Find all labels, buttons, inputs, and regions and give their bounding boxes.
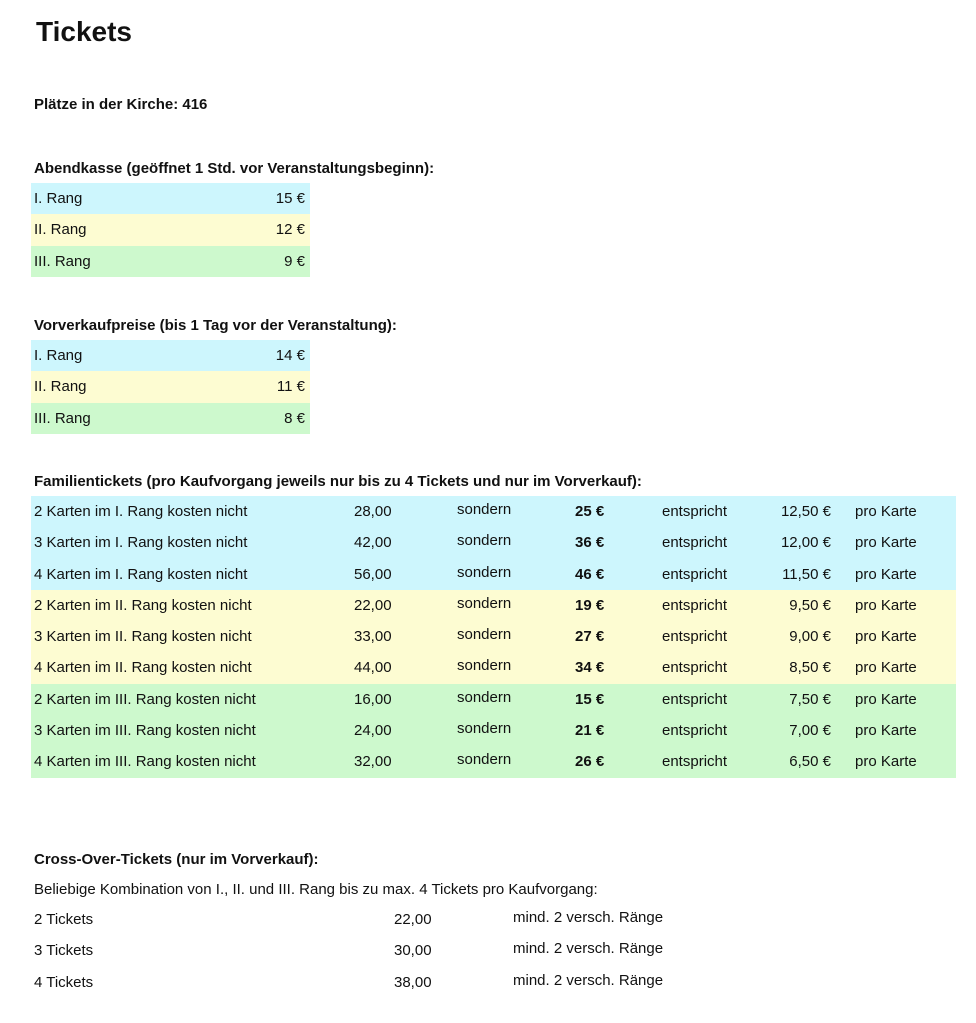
crossover-price: 38,00	[394, 973, 432, 991]
per-card-label: pro Karte	[855, 753, 917, 771]
table-row	[31, 684, 956, 715]
rang-label: III. Rang	[34, 252, 91, 270]
abendkasse-row-rang-3	[31, 246, 310, 277]
familie-table	[31, 496, 956, 778]
price: 11 €	[276, 378, 305, 396]
family-price: 21 €	[575, 722, 605, 740]
price-per-card: 6,50 €	[789, 753, 831, 771]
entspricht-label: entspricht	[662, 753, 728, 771]
rang-label: I. Rang	[34, 190, 83, 207]
table-row	[31, 496, 956, 527]
crossover-price: 30,00	[394, 942, 432, 960]
family-price: 25 €	[575, 503, 605, 520]
family-price: 26 €	[575, 753, 605, 771]
family-price: 15 €	[575, 690, 605, 708]
sondern-label: sondern	[457, 532, 512, 550]
condition: mind. 2 versch. Ränge	[513, 971, 664, 989]
abendkasse-row-rang-2	[31, 214, 310, 245]
vorverkauf-row-rang-2	[31, 371, 310, 402]
abendkasse-row-rang-1	[31, 183, 310, 214]
family-price: 19 €	[575, 596, 605, 614]
entspricht-label: entspricht	[662, 534, 728, 552]
ticket-count: 4 Tickets	[34, 973, 94, 991]
crossover-heading: Cross-Over-Tickets (nur im Vorverkauf):	[34, 851, 319, 868]
entspricht-label: entspricht	[662, 690, 728, 708]
price: 8 €	[284, 409, 305, 427]
ticket-description: 3 Karten im I. Rang kosten nicht	[34, 534, 248, 552]
price-per-card: 7,00 €	[789, 722, 831, 740]
ticket-description: 3 Karten im III. Rang kosten nicht	[34, 722, 256, 740]
ticket-description: 4 Karten im III. Rang kosten nicht	[34, 753, 256, 771]
per-card-label: pro Karte	[855, 659, 917, 677]
table-row	[31, 527, 956, 558]
list-item	[31, 935, 731, 966]
price: 15 €	[275, 190, 305, 207]
entspricht-label: entspricht	[662, 565, 728, 583]
price-per-card: 9,50 €	[789, 596, 831, 614]
table-row	[31, 621, 956, 652]
sondern-label: sondern	[457, 688, 512, 706]
sondern-label: sondern	[457, 657, 512, 675]
page-title: Tickets	[36, 16, 132, 47]
entspricht-label: entspricht	[662, 722, 728, 740]
sondern-label: sondern	[457, 563, 512, 581]
sondern-label: sondern	[457, 594, 512, 612]
price-per-card: 9,00 €	[789, 628, 831, 646]
table-row	[31, 746, 956, 777]
seats-count: Plätze in der Kirche: 416	[34, 96, 208, 113]
per-card-label: pro Karte	[855, 722, 917, 740]
per-card-label: pro Karte	[855, 690, 917, 708]
original-price: 33,00	[354, 628, 392, 646]
list-item	[31, 904, 731, 935]
rang-label: II. Rang	[34, 378, 87, 396]
crossover-table	[31, 904, 731, 998]
original-price: 22,00	[354, 596, 392, 614]
crossover-note: Beliebige Kombination von I., II. und III. Rang bis zu max. 4 Tickets pro Kaufvorgang:	[34, 881, 598, 898]
per-card-label: pro Karte	[855, 628, 917, 646]
familie-heading: Familientickets (pro Kaufvorgang jeweils nur bis zu 4 Tickets und nur im Vorverkauf):	[34, 473, 642, 490]
table-row	[31, 652, 956, 683]
original-price: 32,00	[354, 753, 392, 771]
price: 12 €	[275, 221, 305, 239]
sondern-label: sondern	[457, 751, 512, 769]
sondern-label: sondern	[457, 501, 512, 518]
per-card-label: pro Karte	[855, 503, 917, 520]
entspricht-label: entspricht	[662, 659, 728, 677]
rang-label: I. Rang	[34, 347, 83, 364]
sondern-label: sondern	[457, 626, 512, 644]
rang-label: II. Rang	[34, 221, 87, 239]
vorverkauf-table	[31, 340, 310, 434]
price-per-card: 12,00 €	[780, 534, 831, 552]
ticket-description: 2 Karten im II. Rang kosten nicht	[34, 596, 252, 614]
condition: mind. 2 versch. Ränge	[513, 940, 664, 958]
price-per-card: 11,50 €	[782, 565, 831, 583]
original-price: 28,00	[354, 503, 392, 520]
ticket-count: 2 Tickets	[34, 911, 94, 928]
vorverkauf-row-rang-1	[31, 340, 310, 371]
original-price: 24,00	[354, 722, 392, 740]
original-price: 42,00	[354, 534, 392, 552]
table-row	[31, 559, 956, 590]
condition: mind. 2 versch. Ränge	[513, 909, 664, 926]
ticket-description: 3 Karten im II. Rang kosten nicht	[34, 628, 252, 646]
family-price: 36 €	[575, 534, 605, 552]
sondern-label: sondern	[457, 720, 512, 738]
per-card-label: pro Karte	[855, 565, 917, 583]
price: 9 €	[284, 252, 305, 270]
ticket-description: 2 Karten im I. Rang kosten nicht	[34, 503, 248, 520]
price-per-card: 7,50 €	[789, 690, 831, 708]
rang-label: III. Rang	[34, 409, 91, 427]
table-row	[31, 715, 956, 746]
family-price: 34 €	[575, 659, 605, 677]
list-item	[31, 967, 731, 998]
ticket-description: 4 Karten im II. Rang kosten nicht	[34, 659, 252, 677]
ticket-description: 2 Karten im III. Rang kosten nicht	[34, 690, 256, 708]
original-price: 44,00	[354, 659, 392, 677]
vorverkauf-row-rang-3	[31, 403, 310, 434]
original-price: 16,00	[354, 690, 392, 708]
family-price: 46 €	[575, 565, 605, 583]
abendkasse-heading: Abendkasse (geöffnet 1 Std. vor Veranstaltungsbeginn):	[34, 160, 435, 177]
ticket-count: 3 Tickets	[34, 942, 94, 960]
per-card-label: pro Karte	[855, 534, 917, 552]
abendkasse-table	[31, 183, 310, 277]
ticket-description: 4 Karten im I. Rang kosten nicht	[34, 565, 248, 583]
entspricht-label: entspricht	[662, 503, 728, 520]
price-per-card: 12,50 €	[780, 503, 831, 520]
table-row	[31, 590, 956, 621]
crossover-price: 22,00	[394, 911, 432, 928]
price: 14 €	[275, 347, 305, 364]
original-price: 56,00	[354, 565, 392, 583]
vorverkauf-heading: Vorverkaufpreise (bis 1 Tag vor der Veranstaltung):	[34, 317, 397, 334]
price-per-card: 8,50 €	[789, 659, 831, 677]
per-card-label: pro Karte	[855, 596, 917, 614]
entspricht-label: entspricht	[662, 596, 728, 614]
family-price: 27 €	[575, 628, 605, 646]
entspricht-label: entspricht	[662, 628, 728, 646]
